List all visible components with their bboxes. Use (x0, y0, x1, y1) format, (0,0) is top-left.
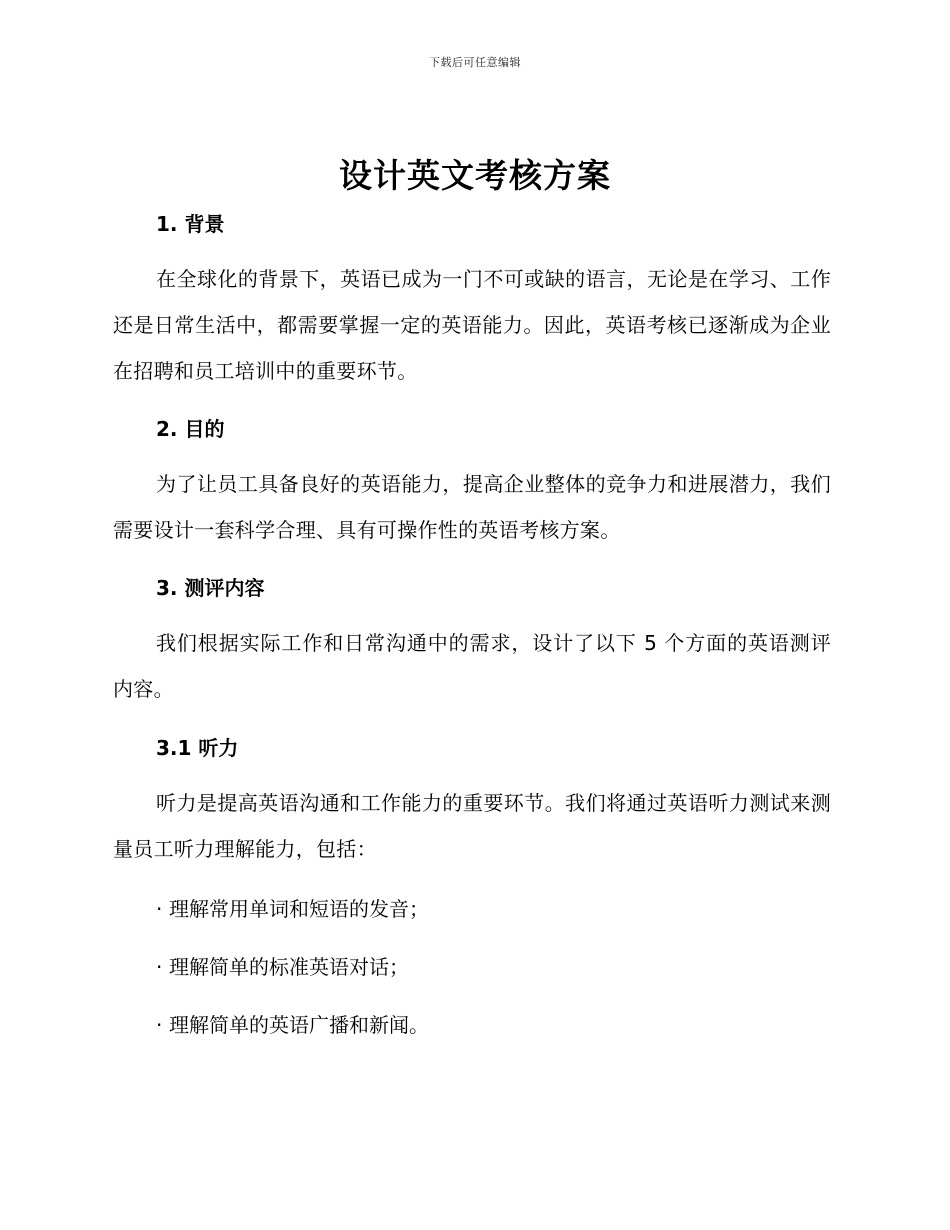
section-heading-purpose: 2. 目的 (156, 417, 225, 441)
section-paragraph-background: 在全球化的背景下，英语已成为一门不可或缺的语言，无论是在学习、工作还是日常生活中，都需要掌握一定的英语能力。因此，英语考核已逐渐成为企业在招聘和员工培训中的重要环节。 (113, 267, 831, 383)
list-item (156, 893, 429, 922)
section-paragraph-listening: 听力是提高英语沟通和工作能力的重要环节。我们将通过英语听力测试来测量员工听力理解能力，包括： (113, 791, 831, 861)
section-heading-content: 3. 测评内容 (156, 576, 265, 600)
section-paragraph-purpose: 为了让员工具备良好的英语能力，提高企业整体的竞争力和进展潜力，我们需要设计一套科学合理、具有可操作性的英语考核方案。 (113, 472, 831, 542)
document-title: 设计英文考核方案 (339, 156, 611, 195)
header-note: 下载后可任意编辑 (429, 56, 521, 69)
section-paragraph-content: 我们根据实际工作和日常沟通中的需求，设计了以下 5 个方面的英语测评内容。 (113, 631, 831, 701)
bullet-icon: · (156, 955, 163, 979)
list-item (156, 951, 409, 980)
list-item (156, 1009, 429, 1038)
list-item-text: 理解简单的标准英语对话； (169, 955, 409, 979)
section-heading-listening: 3.1 听力 (156, 736, 239, 760)
bullet-icon: · (156, 1013, 163, 1037)
list-item-text: 理解简单的英语广播和新闻。 (169, 1013, 429, 1037)
list-item-text: 理解常用单词和短语的发音； (169, 897, 429, 921)
bullet-icon: · (156, 897, 163, 921)
section-heading-background: 1. 背景 (156, 212, 225, 236)
